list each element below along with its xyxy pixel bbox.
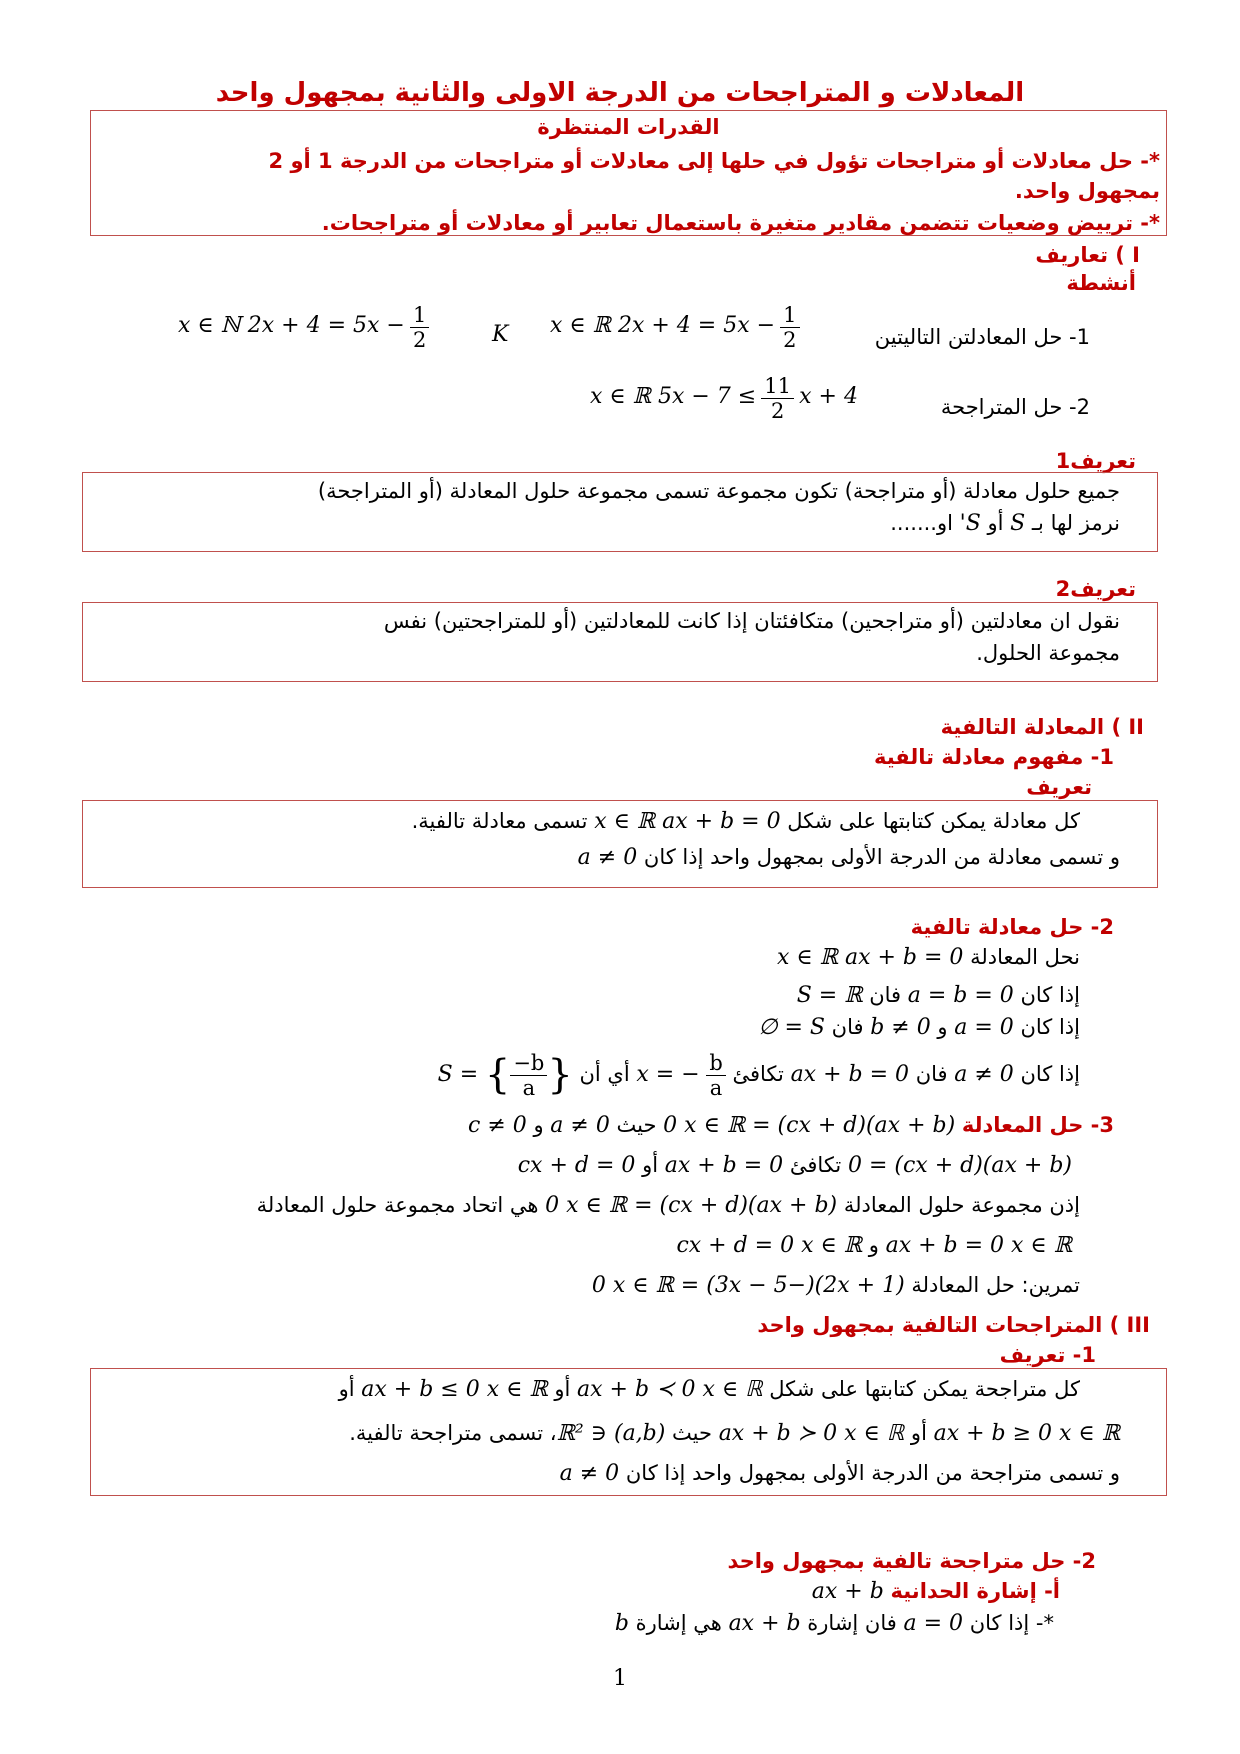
affine-def-line-1 xyxy=(80,806,1080,837)
txt: كل معادلة يمكن كتابتها على شكل xyxy=(787,809,1080,833)
eq-n-frac: $\frac{1}{2}$ xyxy=(410,303,429,352)
eq-n-text: x ∈ ℕ 2x + 4 = 5x − xyxy=(178,313,405,338)
union-line-2 xyxy=(676,1230,1072,1261)
activities-heading: أنشطة xyxy=(1066,271,1136,295)
txt: إذن مجموعة حلول المعادلة xyxy=(843,1193,1080,1217)
txt: حيث xyxy=(616,1113,657,1137)
case3-x-frac xyxy=(636,1046,725,1103)
section-2-def-title: تعريف xyxy=(1026,775,1092,799)
txt: نحل المعادلة xyxy=(970,945,1080,969)
section-2-sub-2: 2- حل معادلة تالفية xyxy=(910,915,1114,939)
txt: أو xyxy=(642,1153,659,1177)
math: S = ℝ xyxy=(796,983,863,1008)
activity-1-equation-r xyxy=(550,303,800,352)
txt: فان إشارة xyxy=(807,1611,897,1635)
txt: فان xyxy=(831,1015,864,1039)
solve-intro xyxy=(777,942,1080,973)
txt: و تسمى معادلة من الدرجة الأولى بمجهول واحد إذا كان xyxy=(643,845,1120,869)
txt: تكافئ xyxy=(732,1062,784,1086)
txt: تكافئ xyxy=(789,1153,842,1177)
math: x ∈ ℝ ax + b = 0 xyxy=(777,945,964,970)
math: cx + d = 0 xyxy=(517,1153,636,1178)
math: a ≠ 0 xyxy=(577,845,638,870)
section-2-sub-1: 1- مفهوم معادلة تالفية xyxy=(873,745,1114,769)
section-3-heading: III ) المتراجحات التالفية بمجهول واحد xyxy=(757,1313,1150,1337)
math: b xyxy=(614,1611,629,1636)
section-2-sub-3 xyxy=(468,1110,1114,1141)
math: ax + b ≻ 0 x ∈ ℝ xyxy=(718,1421,905,1446)
txt: أ- إشارة الحدانية xyxy=(890,1579,1060,1603)
math: a = b = 0 xyxy=(907,983,1014,1008)
activity-1-label: 1- حل المعادلتن التاليتين xyxy=(874,325,1090,349)
ineq-frac: $\frac{11}{2}$ xyxy=(761,374,794,423)
skills-heading: القدرات المنتظرة xyxy=(537,115,720,139)
txt: و xyxy=(937,1015,948,1039)
txt: أو xyxy=(910,1421,927,1445)
section-1-heading: I ) تعاريف xyxy=(1035,243,1140,267)
definition-1-line-2 xyxy=(90,508,1120,539)
brace-open: { xyxy=(484,1052,511,1098)
math: (2x + 1)(−3x − 5) = 0 x ∈ ℝ xyxy=(591,1273,905,1298)
skills-item-1: *- حل معادلات أو متراجحات تؤول في حلها إلى معادلات أو متراجحات من الدرجة 1 أو 2 xyxy=(268,149,1160,173)
sub3-title: 3- حل المعادلة xyxy=(961,1113,1114,1137)
txt: أو xyxy=(554,1377,571,1401)
section-2-heading: II ) المعادلة التالفية xyxy=(940,715,1144,739)
union-line-1 xyxy=(60,1190,1080,1221)
definition-2-line-1: نقول ان معادلتين (أو متراجحين) متكافئتان إذا كانت للمعادلتين (أو للمتراجحتين) نفس xyxy=(383,609,1120,633)
math: ax + b ≺ 0 x ∈ ℝ xyxy=(577,1377,763,1402)
def1-or: أو xyxy=(987,511,1004,535)
def1-s: S xyxy=(1010,511,1026,536)
txt: فان xyxy=(915,1062,948,1086)
def1-s-prime: S' xyxy=(959,511,981,536)
math: ax + b xyxy=(728,1611,801,1636)
txt: تمرين: حل المعادلة xyxy=(911,1273,1080,1297)
ineq-def-line-2 xyxy=(90,1418,1120,1449)
math: a = 0 xyxy=(903,1611,964,1636)
txt: و xyxy=(868,1233,879,1257)
frac: $\frac{b}{a}$ xyxy=(706,1051,725,1100)
txt: حيث xyxy=(672,1421,712,1445)
txt: إذا كان xyxy=(1020,983,1080,1007)
sign-rule xyxy=(615,1608,1054,1639)
affine-def-line-2 xyxy=(90,842,1120,873)
brace-close: } xyxy=(547,1052,573,1098)
ineq-text-b: x + 4 xyxy=(799,384,858,409)
math: x = − xyxy=(636,1062,700,1087)
math: ax + b ≤ 0 x ∈ ℝ xyxy=(361,1377,548,1402)
skills-item-2: *- ترييض وضعيات تتضمن مقادير متغيرة باستعمال تعابير أو معادلات أو متراجحات. xyxy=(321,211,1160,235)
case3-solution-set xyxy=(438,1046,573,1103)
section-3-sub-1: 1- تعريف xyxy=(999,1343,1096,1367)
txt: أي أن xyxy=(579,1062,630,1086)
page-title: المعادلات و المتراجحات من الدرجة الاولى والثانية بمجهول واحد xyxy=(215,78,1025,108)
section-3-sub-2: 2- حل متراجحة تالفية بمجهول واحد xyxy=(727,1549,1096,1573)
txt: إذا كان xyxy=(1020,1062,1080,1086)
math: a ≠ 0 xyxy=(559,1461,620,1486)
ineq-def-line-3 xyxy=(90,1458,1120,1489)
activity-1-separator: K xyxy=(492,322,509,347)
math: (ax + b)(cx + d) = 0 x ∈ ℝ xyxy=(545,1193,838,1218)
definition-2-title: تعريف2 xyxy=(1055,577,1136,601)
eq-r-frac: $\frac{1}{2}$ xyxy=(780,303,799,352)
math: S = ∅ xyxy=(758,1015,825,1040)
definition-1-line-1: جميع حلول معادلة (أو متراجحة) تكون مجموعة تسمى مجموعة حلول المعادلة (أو المتراجحة) xyxy=(317,479,1120,503)
math: b ≠ 0 xyxy=(870,1015,931,1040)
math: (ax + b)(cx + d) = 0 xyxy=(847,1153,1072,1178)
section-3-sub-2a xyxy=(812,1576,1060,1607)
frac: $\frac{-b}{a}$ xyxy=(510,1051,547,1100)
definition-1-title: تعريف1 xyxy=(1055,449,1136,473)
txt: هي إشارة xyxy=(635,1611,722,1635)
math: ax + b = 0 xyxy=(664,1153,784,1178)
math: (ax + b)(cx + d) = 0 x ∈ ℝ xyxy=(663,1113,956,1138)
math: (a,b) ∈ ℝ² xyxy=(556,1421,666,1446)
txt: كل متراجحة يمكن كتابتها على شكل xyxy=(769,1377,1080,1401)
txt: و تسمى متراجحة من الدرجة الأولى بمجهول واحد إذا كان xyxy=(625,1461,1120,1485)
page-number: 1 xyxy=(613,1666,627,1691)
math: a ≠ 0 xyxy=(550,1113,610,1138)
activity-1-equation-n xyxy=(178,303,429,352)
txt: ، تسمى متراجحة تالفية. xyxy=(349,1421,557,1445)
activity-2-inequality xyxy=(590,374,858,423)
definition-2-line-2: مجموعة الحلول. xyxy=(976,641,1120,665)
ineq-def-line-1 xyxy=(80,1374,1080,1405)
math: S = xyxy=(437,1062,479,1087)
case-1 xyxy=(797,980,1080,1011)
math: ax + b ≥ 0 x ∈ ℝ xyxy=(933,1421,1120,1446)
math: a = 0 xyxy=(954,1015,1014,1040)
case-2 xyxy=(758,1012,1080,1043)
txt: هي اتحاد مجموعة حلول المعادلة xyxy=(256,1193,539,1217)
math: c ≠ 0 xyxy=(468,1113,527,1138)
def1-prefix: نرمز لها بـ xyxy=(1031,511,1120,535)
math: ax + b = 0 x ∈ ℝ xyxy=(885,1233,1072,1258)
case-3 xyxy=(438,1046,1080,1103)
math: ax + b = 0 xyxy=(790,1062,910,1087)
math: a ≠ 0 xyxy=(954,1062,1014,1087)
math: ax + b xyxy=(811,1579,884,1604)
activity-2-label: 2- حل المتراجحة xyxy=(940,395,1090,419)
txt: *- إذا كان xyxy=(969,1611,1054,1635)
txt: تسمى معادلة تالفية. xyxy=(411,809,588,833)
txt: إذا كان xyxy=(1020,1015,1080,1039)
equivalence-line xyxy=(518,1150,1072,1181)
eq-r-text: x ∈ ℝ 2x + 4 = 5x − xyxy=(550,313,776,338)
txt: أو xyxy=(338,1377,355,1401)
txt: و xyxy=(533,1113,544,1137)
exercise-line xyxy=(592,1270,1080,1301)
math: x ∈ ℝ ax + b = 0 xyxy=(594,809,781,834)
ineq-text-a: x ∈ ℝ 5x − 7 ≤ xyxy=(590,384,757,409)
skills-item-1-cont: بمجهول واحد. xyxy=(1014,179,1160,203)
math: cx + d = 0 x ∈ ℝ xyxy=(676,1233,863,1258)
def1-etc: او....... xyxy=(890,511,953,535)
txt: فان xyxy=(869,983,902,1007)
